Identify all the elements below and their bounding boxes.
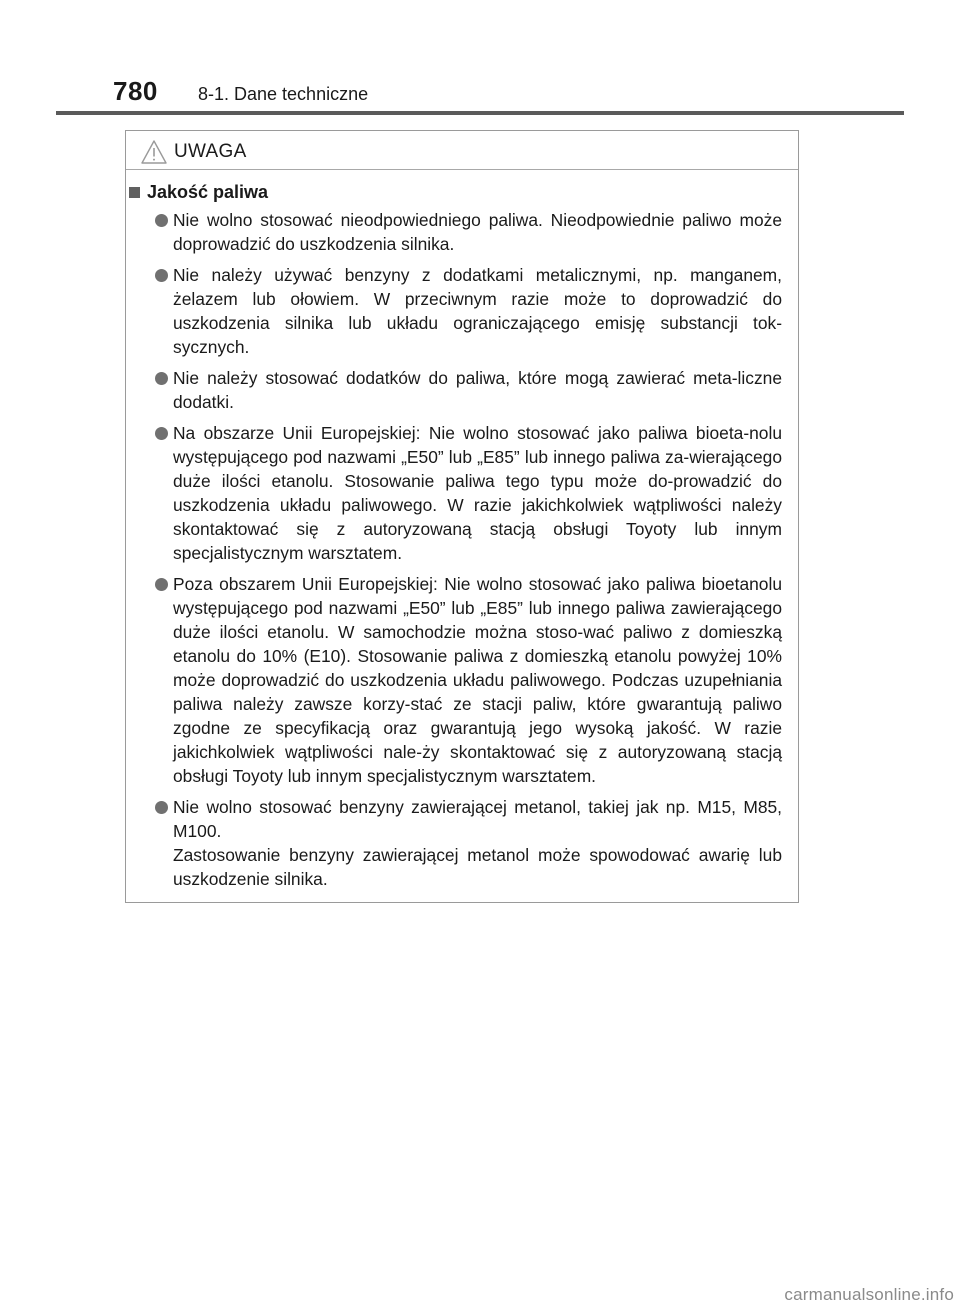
list-item-text: Nie należy używać benzyny z dodatkami metalicznymi, np. manganem, żelazem lub ołowiem. W przeciwnym razie może to doprowadzić do uszkodzenia silnika lub układu ograniczającego emisję substancji tok-sycznych. (173, 265, 782, 357)
list-item (129, 366, 782, 414)
circle-bullet-icon (155, 269, 168, 282)
list-item-text: Nie wolno stosować nieodpowiedniego paliwa. Nieodpowiednie paliwo może doprowadzić do uszkodzenia silnika. (173, 210, 782, 254)
list-item (129, 208, 782, 256)
warning-triangle-icon (140, 139, 168, 165)
circle-bullet-icon (155, 427, 168, 440)
list-item (129, 795, 782, 891)
caution-label: UWAGA (174, 141, 247, 162)
caution-body (126, 170, 798, 891)
circle-bullet-icon (155, 578, 168, 591)
circle-bullet-icon (155, 372, 168, 385)
square-bullet-icon (129, 187, 140, 198)
list-item (129, 421, 782, 565)
fuel-quality-heading (129, 180, 782, 204)
fuel-quality-heading-text: Jakość paliwa (147, 182, 269, 202)
list-item-text: Na obszarze Unii Europejskiej: Nie wolno stosować jako paliwa bioeta-nolu występującego pod nazwami „E50” lub „E85” lub innego paliwa za-wierającego duże ilości etanolu. Stosowanie paliwa tego typu może do-prowadzić do uszkodzenia układu paliwowego. W razie jakichkolwiek wątpliwości należy skontaktować się z autoryzowaną stacją obsługi Toyoty lub innym specjalistycznym warsztatem. (173, 423, 782, 563)
caution-box (125, 130, 799, 903)
list-item (129, 263, 782, 359)
list-item (129, 572, 782, 788)
list-item-text: Poza obszarem Unii Europejskiej: Nie wolno stosować jako paliwa bioetanolu występującego pod nazwami „E50” lub „E85” lub innego paliwa zawierającego duże ilości etanolu. W samochodzie można stoso-wać paliwo z domieszką etanolu do 10% (E10). Stosowanie paliwa z domieszką etanolu powyżej 10% może doprowadzić do uszkodzenia układu paliwowego. Podczas uzupełniania paliwa należy zawsze korzy-stać ze stacji paliw, które gwarantują paliwo zgodne ze specyfikacją oraz gwarantują jego wysoką jakość. W razie jakichkolwiek wątpliwości nale-ży skontaktować się z autoryzowaną stacją obsługi Toyoty lub innym specjalistycznym warsztatem. (173, 574, 782, 786)
caution-list (129, 208, 782, 891)
page-header (0, 0, 960, 118)
circle-bullet-icon (155, 801, 168, 814)
header-divider (56, 111, 904, 115)
section-title: 8-1. Dane techniczne (198, 84, 369, 104)
watermark: carmanualsonline.info (784, 1285, 954, 1304)
caution-header (126, 131, 798, 170)
circle-bullet-icon (155, 214, 168, 227)
list-item-text-continued: Zastosowanie benzyny zawierającej metanol może spowodować awarię lub uszkodzenie silnika. (173, 845, 782, 889)
list-item-text: Nie należy stosować dodatków do paliwa, które mogą zawierać meta-liczne dodatki. (173, 368, 782, 412)
page-number: 780 (113, 76, 158, 106)
list-item-text: Nie wolno stosować benzyny zawierającej metanol, takiej jak np. M15, M85, M100. (173, 797, 782, 841)
